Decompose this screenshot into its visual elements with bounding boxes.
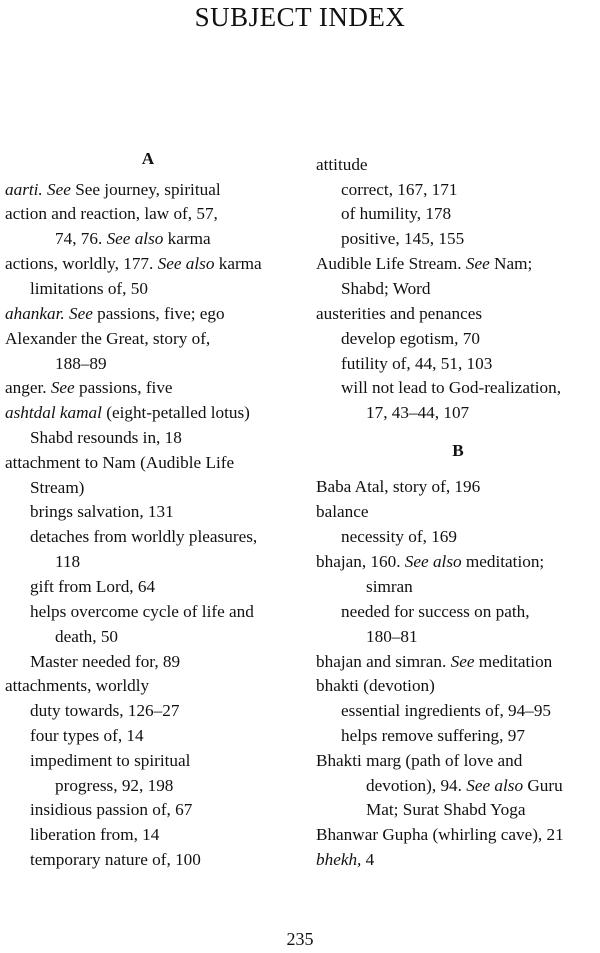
index-entry-line — [341, 202, 451, 226]
index-entry-line — [30, 650, 180, 674]
index-entry-line — [30, 699, 179, 723]
index-entry-line — [55, 625, 118, 649]
index-entry-text: bhajan, 160. — [316, 552, 401, 571]
index-letter-heading — [316, 439, 600, 463]
index-entry-line — [316, 500, 368, 524]
index-entry-line — [341, 724, 525, 748]
index-entry-line — [5, 401, 250, 425]
index-entry-line — [5, 178, 221, 202]
index-entry-line — [30, 848, 201, 872]
index-entry-text: attitude — [316, 155, 368, 174]
index-entry-text: temporary nature of, 100 — [30, 850, 201, 869]
index-entry-text: correct, 167, 171 — [341, 180, 458, 199]
index-entry-text: Master needed for, 89 — [30, 652, 181, 671]
see-reference: See — [465, 254, 490, 273]
index-entry-text: Baba Atal, story of, 196 — [316, 477, 481, 496]
index-entry-text: helps remove suffering, 97 — [341, 726, 525, 745]
index-entry-line — [5, 451, 234, 475]
index-entry-text: Guru — [523, 776, 563, 795]
index-entry-text: B — [452, 441, 464, 460]
index-entry-text: brings salvation, 131 — [30, 502, 174, 521]
index-entry-line — [366, 625, 418, 649]
index-entry-line — [341, 277, 431, 301]
index-entry-line — [366, 798, 525, 822]
index-entry-text: Bhakti marg (path of love and — [316, 751, 523, 770]
index-entry-line — [316, 302, 482, 326]
index-entry-line — [316, 475, 480, 499]
index-entry-text: Nam; — [489, 254, 533, 273]
index-term-italic: aarti. — [5, 180, 43, 199]
index-entry-line — [341, 525, 457, 549]
index-entry-text: (eight-petalled lotus) — [101, 403, 250, 422]
index-entry-text: Bhanwar Gupha (whirling cave), 21 — [316, 825, 564, 844]
index-entry-text: 4 — [361, 850, 375, 869]
index-entry-line — [316, 823, 564, 847]
index-entry-text: karma — [163, 229, 211, 248]
index-entry-text: meditation; — [461, 552, 545, 571]
index-entry-text: See journey, spiritual — [70, 180, 221, 199]
index-entry-text: actions, worldly, 177. — [5, 254, 154, 273]
index-entry-text: limitations of, 50 — [30, 279, 148, 298]
index-entry-text: meditation — [474, 652, 553, 671]
index-entry-line — [5, 674, 149, 698]
index-entry-text: Mat; Surat Shabd Yoga — [366, 800, 526, 819]
index-entry-line — [30, 525, 257, 549]
index-entry-text: attachments, worldly — [5, 676, 150, 695]
index-entry-text: necessity of, 169 — [341, 527, 457, 546]
index-entry-line — [55, 774, 173, 798]
index-entry-line — [5, 327, 210, 351]
index-entry-line — [366, 401, 469, 425]
see-reference: See — [50, 378, 75, 397]
index-entry-text: of humility, 178 — [341, 204, 452, 223]
see-also-reference: See also — [106, 229, 164, 248]
index-entry-line — [30, 724, 144, 748]
page-number: 235 — [286, 929, 314, 949]
index-entry-text: gift from Lord, 64 — [30, 577, 156, 596]
index-entry-text: 74, 76. — [55, 229, 103, 248]
index-entry-text: anger. — [5, 378, 47, 397]
index-entry-text: 17, 43–44, 107 — [366, 403, 470, 422]
index-entry-text: attachment to Nam (Audible Life — [5, 453, 235, 472]
index-entry-text: passions, five; ego — [92, 304, 225, 323]
index-entry-text: will not lead to God-realization, — [341, 378, 562, 397]
index-entry-text: helps overcome cycle of life and — [30, 602, 254, 621]
index-entry-text: simran — [366, 577, 413, 596]
index-entry-text: 180–81 — [366, 627, 418, 646]
index-entry-line — [30, 749, 190, 773]
index-entry-line — [5, 376, 173, 400]
index-entry-line — [5, 302, 225, 326]
index-entry-line — [341, 352, 492, 376]
index-entry-text: 188–89 — [55, 354, 107, 373]
index-entry-line — [55, 352, 107, 376]
see-also-reference: See also — [466, 776, 524, 795]
index-entry-text: four types of, 14 — [30, 726, 144, 745]
index-entry-text: insidious passion of, 67 — [30, 800, 193, 819]
index-entry-text: essential ingredients of, 94–95 — [341, 701, 552, 720]
index-entry-text: duty towards, 126–27 — [30, 701, 180, 720]
see-also-reference: See also — [157, 254, 215, 273]
index-entry-line — [55, 227, 211, 251]
index-entry-line — [366, 575, 413, 599]
index-entry-line — [30, 426, 182, 450]
index-entry-text: positive, 145, 155 — [341, 229, 465, 248]
index-term-italic: bhekh, — [316, 850, 362, 869]
index-entry-line — [316, 848, 374, 872]
index-entry-line — [316, 749, 522, 773]
index-entry-line — [30, 277, 148, 301]
index-entry-line — [366, 774, 563, 798]
index-entry-line — [341, 178, 457, 202]
index-entry-text: passions, five — [74, 378, 173, 397]
index-entry-text: austerities and penances — [316, 304, 483, 323]
see-reference: See — [47, 180, 71, 199]
index-entry-text: develop egotism, 70 — [341, 329, 480, 348]
index-entry-line — [316, 550, 544, 574]
index-entry-text: detaches from worldly pleasures, — [30, 527, 258, 546]
index-entry-line — [30, 798, 192, 822]
index-entry-line — [341, 327, 480, 351]
index-entry-text: progress, 92, 198 — [55, 776, 174, 795]
index-entry-line — [30, 823, 159, 847]
index-entry-line — [341, 227, 464, 251]
index-entry-text: bhajan and simran. — [316, 652, 447, 671]
index-entry-text: Audible Life Stream. — [316, 254, 462, 273]
index-entry-text: Shabd resounds in, 18 — [30, 428, 182, 447]
index-term-italic: ashtdal kamal — [5, 403, 102, 422]
index-entry-text: Alexander the Great, story of, — [5, 329, 211, 348]
index-entry-line — [30, 575, 155, 599]
index-entry-line — [30, 476, 84, 500]
index-entry-text: liberation from, 14 — [30, 825, 160, 844]
index-entry-text: death, 50 — [55, 627, 119, 646]
index-entry-line — [316, 674, 435, 698]
see-also-reference: See also — [404, 552, 462, 571]
index-entry-line — [30, 500, 174, 524]
see-reference: See — [68, 304, 93, 323]
index-entry-text: action and reaction, law of, 57, — [5, 204, 218, 223]
index-entry-text: devotion), 94. — [366, 776, 462, 795]
index-entry-line — [5, 252, 262, 276]
index-entry-line — [341, 699, 551, 723]
index-entry-line — [316, 252, 532, 276]
index-entry-text: impediment to spiritual — [30, 751, 191, 770]
see-reference: See — [450, 652, 475, 671]
page-title: SUBJECT INDEX — [194, 2, 406, 32]
index-entry-line — [316, 153, 368, 177]
index-entry-text: needed for success on path, — [341, 602, 530, 621]
index-entry-line — [341, 600, 530, 624]
index-entry-text: bhakti (devotion) — [316, 676, 435, 695]
index-entry-text: futility of, 44, 51, 103 — [341, 354, 493, 373]
index-letter-heading — [5, 147, 291, 171]
index-entry-text: Stream) — [30, 478, 85, 497]
index-entry-line — [55, 550, 80, 574]
index-entry-text: karma — [214, 254, 262, 273]
index-term-italic: ahankar. — [5, 304, 65, 323]
index-entry-line — [341, 376, 561, 400]
index-entry-text: balance — [316, 502, 369, 521]
index-entry-text: Shabd; Word — [341, 279, 431, 298]
index-entry-text: A — [141, 149, 155, 168]
index-entry-line — [316, 650, 552, 674]
index-entry-text: 118 — [55, 552, 81, 571]
index-entry-line — [30, 600, 254, 624]
index-entry-line — [5, 202, 218, 226]
